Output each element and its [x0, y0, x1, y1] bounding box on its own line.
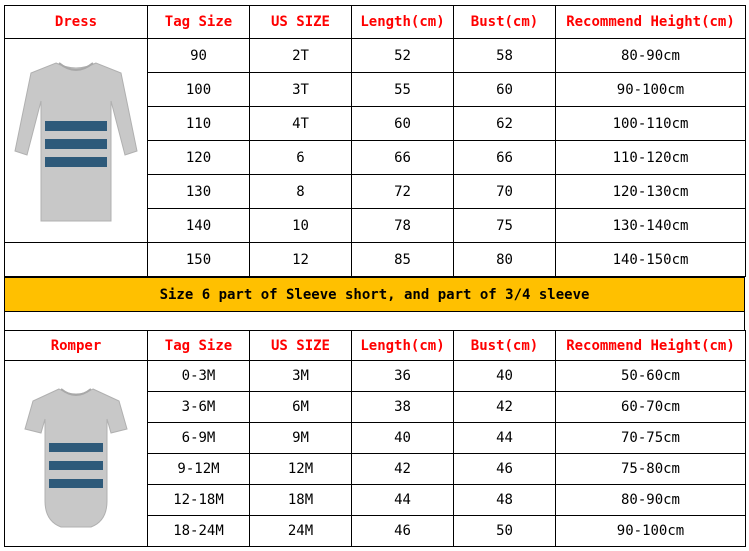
romper-image	[5, 361, 148, 547]
cell: 58	[454, 39, 556, 73]
cell: 40	[352, 423, 454, 454]
cell: 12-18M	[148, 485, 250, 516]
cell: 120-130cm	[556, 175, 746, 209]
romper-header-label: Romper	[5, 331, 148, 361]
cell: 62	[454, 107, 556, 141]
cell: 80-90cm	[556, 485, 746, 516]
header-us-size: US SIZE	[250, 6, 352, 39]
cell: 60	[454, 73, 556, 107]
cell: 44	[454, 423, 556, 454]
romper-garment-icon	[21, 371, 131, 536]
cell: 42	[454, 392, 556, 423]
header-bust: Bust(cm)	[454, 6, 556, 39]
cell: 48	[454, 485, 556, 516]
cell: 66	[352, 141, 454, 175]
cell: 42	[352, 454, 454, 485]
cell: 46	[454, 454, 556, 485]
cell: 9M	[250, 423, 352, 454]
cell: 70-75cm	[556, 423, 746, 454]
cell: 130-140cm	[556, 209, 746, 243]
cell: 78	[352, 209, 454, 243]
cell: 130	[148, 175, 250, 209]
romper-header-row	[5, 331, 746, 361]
cell: 100	[148, 73, 250, 107]
cell: 24M	[250, 516, 352, 547]
cell: 36	[352, 361, 454, 392]
cell: 150	[148, 243, 250, 277]
cell: 3T	[250, 73, 352, 107]
cell: 75	[454, 209, 556, 243]
dress-image	[5, 39, 148, 243]
cell: 85	[352, 243, 454, 277]
dress-header-label: Dress	[5, 6, 148, 39]
table-row	[5, 39, 746, 73]
cell: 110-120cm	[556, 141, 746, 175]
cell: 110	[148, 107, 250, 141]
cell: 2T	[250, 39, 352, 73]
cell: 40	[454, 361, 556, 392]
cell: 55	[352, 73, 454, 107]
header-tag-size: Tag Size	[148, 331, 250, 361]
cell: 50	[454, 516, 556, 547]
header-us-size: US SIZE	[250, 331, 352, 361]
header-length: Length(cm)	[352, 331, 454, 361]
cell: 18-24M	[148, 516, 250, 547]
cell: 6-9M	[148, 423, 250, 454]
cell: 12M	[250, 454, 352, 485]
dress-size-table	[4, 5, 746, 277]
cell: 72	[352, 175, 454, 209]
cell: 60	[352, 107, 454, 141]
cell: 60-70cm	[556, 392, 746, 423]
cell: 38	[352, 392, 454, 423]
header-tag-size: Tag Size	[148, 6, 250, 39]
cell: 6M	[250, 392, 352, 423]
cell: 0-3M	[148, 361, 250, 392]
cell: 10	[250, 209, 352, 243]
cell: 50-60cm	[556, 361, 746, 392]
cell: 80	[454, 243, 556, 277]
cell: 140-150cm	[556, 243, 746, 277]
spacer-row	[4, 312, 745, 330]
cell: 66	[454, 141, 556, 175]
cell: 3-6M	[148, 392, 250, 423]
header-recommend-height: Recommend Height(cm)	[556, 6, 746, 39]
cell: 120	[148, 141, 250, 175]
cell: 4T	[250, 107, 352, 141]
cell: 90-100cm	[556, 516, 746, 547]
table-row	[5, 243, 746, 277]
table-row	[5, 361, 746, 392]
empty-cell	[5, 243, 148, 277]
cell: 44	[352, 485, 454, 516]
cell: 90-100cm	[556, 73, 746, 107]
cell: 80-90cm	[556, 39, 746, 73]
romper-size-table	[4, 330, 746, 547]
header-length: Length(cm)	[352, 6, 454, 39]
cell: 140	[148, 209, 250, 243]
cell: 9-12M	[148, 454, 250, 485]
dress-header-row	[5, 6, 746, 39]
cell: 100-110cm	[556, 107, 746, 141]
cell: 90	[148, 39, 250, 73]
cell: 18M	[250, 485, 352, 516]
cell: 75-80cm	[556, 454, 746, 485]
dress-garment-icon	[11, 51, 141, 231]
header-bust: Bust(cm)	[454, 331, 556, 361]
cell: 70	[454, 175, 556, 209]
sleeve-note-banner: Size 6 part of Sleeve short, and part of 3/4 sleeve	[4, 277, 745, 312]
header-recommend-height: Recommend Height(cm)	[556, 331, 746, 361]
cell: 6	[250, 141, 352, 175]
cell: 52	[352, 39, 454, 73]
cell: 46	[352, 516, 454, 547]
cell: 3M	[250, 361, 352, 392]
cell: 12	[250, 243, 352, 277]
cell: 8	[250, 175, 352, 209]
